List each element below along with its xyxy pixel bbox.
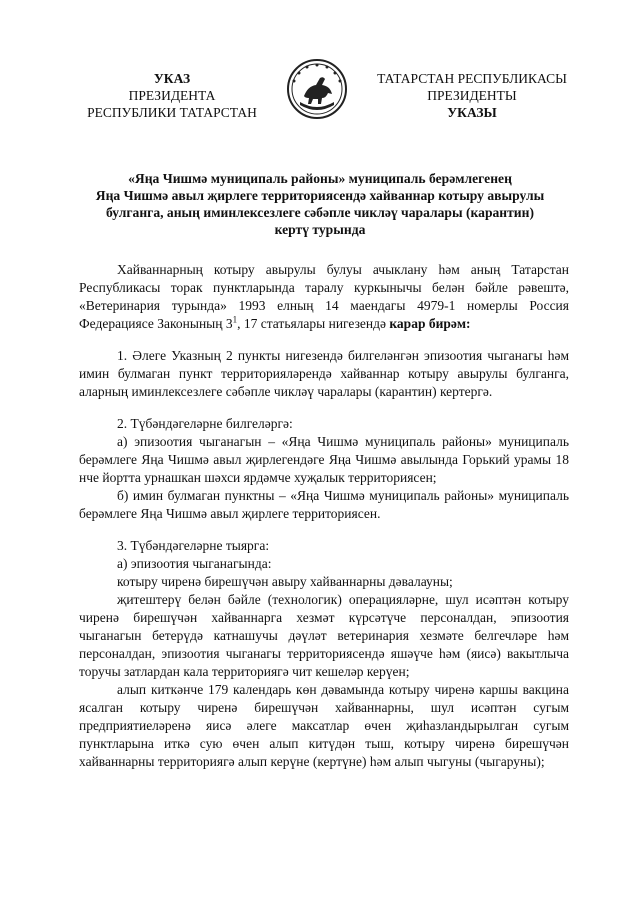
decree-title [70,170,570,238]
header-left-line-2: ПРЕЗИДЕНТА [128,88,216,103]
title-line-3: булганга, аның иминлексезлеге сәбәпле чикләү чаралары (карантин) [105,205,535,220]
header-left-line-3: РЕСПУБЛИКИ ТАТАРСТАН [87,105,257,120]
header-left [72,70,272,121]
item-2-heading: 2. Түбәндәгеләрне билгеләргә: [117,416,293,431]
preamble-paragraph [79,261,569,333]
item-3-a: а) эпизоотия чыганагында: [117,556,272,571]
article-superscript: 1 [232,314,238,325]
title-line-2: Яңа Чишмә авыл җирлеге территориясендә хайваннар котыру авырулы [95,188,545,203]
preamble-articles: , 17 статьялары нигезендә [237,316,390,331]
item-2-a: а) эпизоотия чыганагын – «Яңа Чишмә муниципаль районы» муниципаль берәмлеге Яңа Чишмә авыл җирлегендәге Яңа Чишмә авылында Горький урамы 18 нче йортта урнашкан шәхси ярдәмче хуҗалык территориясен; [79,434,569,485]
header-left-line-1: УКАЗ [153,71,191,86]
item-3-a-p1: котыру чиренә бирешүчән авыру хайваннарны дәвалауны; [117,574,453,589]
header-right-line-1: ТАТАРСТАН РЕСПУБЛИКАСЫ [377,71,567,86]
title-line-4: кертү турында [274,222,366,237]
item-3-a-p3: алып киткәнче 179 календарь көн дәвамында котыру чиренә каршы вакцина ясалган котыру чиренә бирешүчән хайваннарны, шул исәптән сугым предприятиеләренә яисә әлеге максатлар өчен җиһазландырылган сугым пунктларына иткә сую өчен алып китүдән тыш, котыру чиренә бирешүчән хайваннарны территориягә алып керүне (кертүне) һәм алып чыгуны (чыгаруны); [79,682,569,769]
item-3-a-p2: җитештерү белән бәйле (технологик) операцияләрне, шул исәптән котыру чиренә бирешүчән хайваннарга хезмәт күрсәтүче персоналдан, эпизоотия чыганагын бетерүдә катнашучы дәүләт ветеринария хезмәте белгечләре һәм персоналдан, эпизоотия чыганагы территориясендә яшәүче һәм (яисә) вакытлыча торучы затлардан кала территориягә чит кешеләр керүен; [79,592,569,679]
item-3-heading: 3. Түбәндәгеләрне тыярга: [117,538,270,553]
tatarstan-emblem-icon [286,58,348,120]
header-right-line-2: ПРЕЗИДЕНТЫ [427,88,517,103]
item-2-b: б) имин булмаган пунктны – «Яңа Чишмә муниципаль районы» муниципаль берәмлеге Яңа Чишмә авыл җирлеге территориясен. [79,488,569,521]
decree-body [79,261,569,771]
title-line-1: «Яңа Чишмә муниципаль районы» муниципаль берәмлегенең [128,171,512,186]
header-right-line-3: УКАЗЫ [447,105,497,120]
preamble-resolution: карар бирәм: [389,316,471,331]
header-right [364,70,580,121]
item-1: 1. Әлеге Указның 2 пункты нигезендә билгеләнгән эпизоотия чыганагы һәм имин булмаган пункт территорияләрендә хайваннар котыру авырулы булганга, аларның иминлексезлеге сәбәпле чикләү чаралары (карантин) кертергә. [79,348,569,399]
preamble-text: Хайваннарның котыру авырулы булуы ачыклану һәм аның Татарстан Республикасы торак пунктларында таралу куркынычы белән бәйле рәвештә, «Ветеринария турында» 1993 елның 14 маендагы 4979-1 номерлы Россия Федерациясе Законының 3 [79,262,569,331]
